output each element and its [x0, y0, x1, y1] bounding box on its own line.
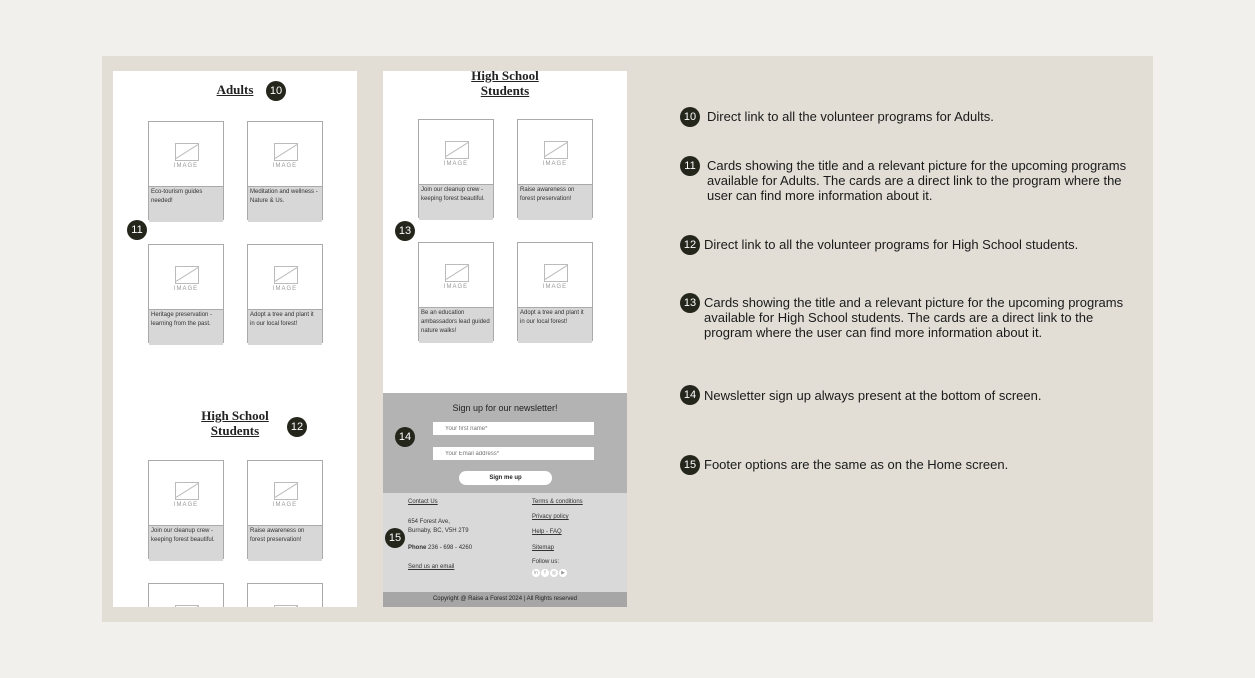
- contact-us-link[interactable]: Contact Us: [408, 499, 438, 505]
- card-title: Meditation and wellness - Nature & Us.: [248, 186, 322, 222]
- program-card[interactable]: [517, 119, 593, 218]
- card-title: Raise awareness on forest preservation!: [248, 525, 322, 561]
- follow-us-label: Follow us:: [532, 559, 560, 565]
- footer-address-line: Burnaby, BC, V5H 2T9: [408, 528, 469, 534]
- card-title: Adopt a tree and plant it in our local forest!: [518, 307, 592, 343]
- social-icons: [532, 569, 568, 577]
- program-card[interactable]: [247, 460, 323, 559]
- sitemap-link[interactable]: Sitemap: [532, 545, 555, 551]
- program-card-partial[interactable]: [148, 583, 224, 607]
- annotation-number: 11: [680, 156, 700, 176]
- high-school-section-link[interactable]: [113, 408, 357, 438]
- annotation-text: Newsletter sign up always present at the bottom of screen.: [704, 388, 1042, 403]
- annotation-number: 10: [680, 107, 700, 127]
- program-card[interactable]: [418, 242, 494, 341]
- copyright-bar: Copyright @ Raise a Forest 2024 | All Rights reserved: [383, 592, 627, 607]
- footer-address-line: 654 Forest Ave,: [408, 519, 450, 525]
- image-placeholder: [248, 584, 322, 607]
- section-title-line: High School: [471, 71, 539, 83]
- youtube-icon[interactable]: ▶: [559, 569, 567, 577]
- phone-number: 236 - 698 - 4260: [428, 545, 473, 551]
- annotation-badge-10: 10: [266, 81, 286, 101]
- section-title-line: High School: [201, 408, 269, 423]
- image-placeholder: IMAGE: [248, 461, 322, 525]
- card-title: Raise awareness on forest preservation!: [518, 184, 592, 220]
- annotation-number: 12: [680, 235, 700, 255]
- image-placeholder: IMAGE: [419, 243, 493, 307]
- image-placeholder: IMAGE: [149, 461, 223, 525]
- program-card[interactable]: [418, 119, 494, 218]
- section-title-line: Students: [480, 83, 530, 98]
- annotation-badge-11: 11: [127, 220, 147, 240]
- linkedin-icon[interactable]: in: [532, 569, 540, 577]
- email-input[interactable]: [433, 447, 594, 460]
- annotation-text: Direct link to all the volunteer programs for High School students.: [704, 237, 1079, 252]
- card-title: Eco-tourism guides needed!: [149, 186, 223, 222]
- card-title: Heritage preservation - learning from the past.: [149, 309, 223, 345]
- program-card[interactable]: [148, 460, 224, 559]
- card-title: Be an education ambassadors lead guided nature walks!: [419, 307, 493, 343]
- card-title: Join our cleanup crew - keeping forest beautiful.: [149, 525, 223, 561]
- program-card-partial[interactable]: [247, 583, 323, 607]
- program-card[interactable]: [247, 244, 323, 343]
- annotation-number: 13: [680, 293, 700, 313]
- annotation-text: Footer options are the same as on the Home screen.: [704, 457, 1009, 472]
- newsletter-signup: [383, 393, 627, 493]
- image-placeholder: IMAGE: [149, 245, 223, 309]
- instagram-icon[interactable]: ◎: [551, 570, 557, 576]
- annotation-badge-15: 15: [385, 528, 405, 548]
- image-placeholder: IMAGE: [248, 122, 322, 186]
- newsletter-title: Sign up for our newsletter!: [452, 403, 558, 413]
- annotation-badge-13: 13: [395, 221, 415, 241]
- annotation-badge-14: 14: [395, 427, 415, 447]
- privacy-policy-link[interactable]: Privacy policy: [532, 514, 569, 520]
- annotation-text: Direct link to all the volunteer programs for Adults.: [707, 109, 994, 124]
- section-title-line: Students: [210, 423, 260, 438]
- image-placeholder: IMAGE: [518, 120, 592, 184]
- phone-label: Phone: [408, 545, 427, 551]
- card-title: Join our cleanup crew - keeping forest beautiful.: [419, 184, 493, 220]
- adults-section-link[interactable]: Adults: [216, 82, 254, 97]
- annotation-text: Cards showing the title and a relevant picture for the upcoming programs available for Adults. The cards are a direct link to the program where the user can find more information about it.: [707, 158, 1127, 203]
- image-placeholder: IMAGE: [149, 122, 223, 186]
- card-title: Adopt a tree and plant it in our local forest!: [248, 309, 322, 345]
- program-card[interactable]: [148, 121, 224, 220]
- footer: [383, 493, 627, 592]
- image-placeholder: IMAGE: [248, 245, 322, 309]
- program-card[interactable]: [148, 244, 224, 343]
- adults-screen-mockup: [113, 71, 357, 607]
- terms-link[interactable]: Terms & conditions: [532, 499, 583, 505]
- image-placeholder: [149, 584, 223, 607]
- high-school-screen-mockup: [383, 71, 627, 607]
- help-faq-link[interactable]: Help - FAQ: [532, 529, 562, 535]
- footer-phone: [408, 544, 472, 553]
- annotation-number: 14: [680, 385, 700, 405]
- annotation-text: Cards showing the title and a relevant picture for the upcoming programs available for High School students. The cards are a direct link to the program where the user can find more information about it.: [704, 295, 1124, 340]
- first-name-input[interactable]: [433, 422, 594, 435]
- program-card[interactable]: [247, 121, 323, 220]
- facebook-icon[interactable]: f: [541, 569, 549, 577]
- send-email-link[interactable]: Send us an email: [408, 564, 455, 570]
- image-placeholder: IMAGE: [419, 120, 493, 184]
- annotation-number: 15: [680, 455, 700, 475]
- sign-me-up-button[interactable]: Sign me up: [459, 471, 552, 485]
- annotation-badge-12: 12: [287, 417, 307, 437]
- high-school-section-link[interactable]: [383, 71, 627, 98]
- program-card[interactable]: [517, 242, 593, 341]
- image-placeholder: IMAGE: [518, 243, 592, 307]
